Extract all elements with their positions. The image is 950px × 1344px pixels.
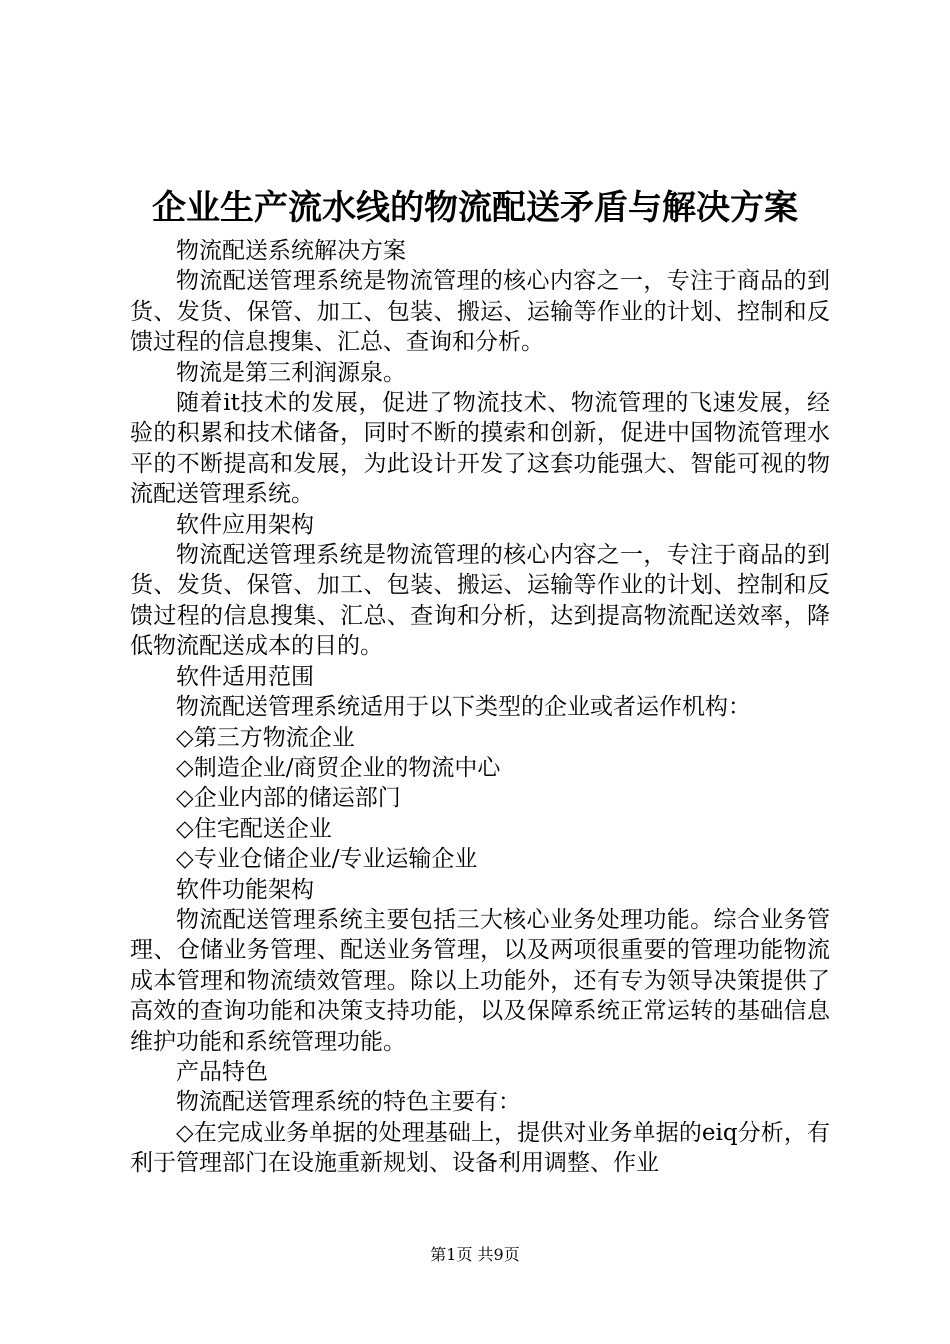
section-heading: 软件适用范围 bbox=[176, 663, 314, 690]
page-footer: 第1页 共9页 bbox=[430, 1245, 520, 1264]
paragraph: 物流是第三利润源泉。 bbox=[176, 359, 406, 386]
paragraph: 物流配送管理系统是物流管理的核心内容之一，专注于商品的到货、发货、保管、加工、包装、搬运、运输等作业的计划、控制和反馈过程的信息搜集、汇总、查询和分析，达到提高物流配送效率，降低物流配送成本的目的。 bbox=[130, 542, 830, 660]
section-heading: 物流配送系统解决方案 bbox=[176, 238, 406, 264]
paragraph: 随着it技术的发展，促进了物流技术、物流管理的飞速发展，经验的积累和技术储备，同时不断的摸索和创新，促进中国物流管理水平的不断提高和发展，为此设计开发了这套功能强大、智能可视的物流配送管理系统。 bbox=[130, 390, 830, 508]
paragraph: 物流配送管理系统主要包括三大核心业务处理功能。综合业务管理、仓储业务管理、配送业务管理，以及两项很重要的管理功能物流成本管理和物流绩效管理。除以上功能外，还有专为领导决策提供了高效的查询功能和决策支持功能，以及保障系统正常运转的基础信息维护功能和系统管理功能。 bbox=[130, 906, 830, 1055]
list-item: ◇制造企业/商贸企业的物流中心 bbox=[176, 754, 501, 781]
section-heading: 软件应用架构 bbox=[176, 511, 314, 538]
document-title: 企业生产流水线的物流配送矛盾与解决方案 bbox=[152, 188, 798, 228]
paragraph: 物流配送管理系统是物流管理的核心内容之一，专注于商品的到货、发货、保管、加工、包装、搬运、运输等作业的计划、控制和反馈过程的信息搜集、汇总、查询和分析。 bbox=[130, 268, 830, 356]
list-item: ◇专业仓储企业/专业运输企业 bbox=[176, 846, 478, 873]
list-item: ◇第三方物流企业 bbox=[176, 724, 355, 751]
paragraph: 物流配送管理系统的特色主要有： bbox=[176, 1089, 521, 1116]
document-body bbox=[130, 236, 830, 1179]
section-heading: 产品特色 bbox=[176, 1058, 268, 1085]
list-item: ◇住宅配送企业 bbox=[176, 815, 332, 842]
list-item: ◇企业内部的储运部门 bbox=[176, 785, 401, 812]
paragraph: 物流配送管理系统适用于以下类型的企业或者运作机构： bbox=[176, 694, 751, 721]
list-item: ◇在完成业务单据的处理基础上，提供对业务单据的eiq分析，有利于管理部门在设施重新规划、设备利用调整、作业 bbox=[130, 1119, 830, 1177]
section-heading: 软件功能架构 bbox=[176, 876, 314, 903]
